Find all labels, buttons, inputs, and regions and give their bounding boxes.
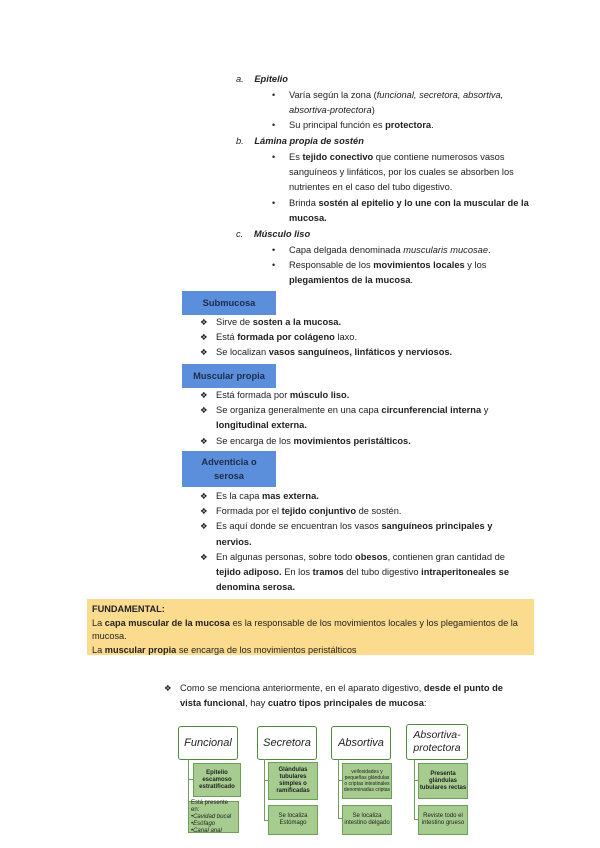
section-header-muscular-propia: Muscular propia — [182, 364, 276, 388]
outline-c-list — [271, 243, 529, 289]
list-item: • Su principal función es protectora. — [271, 118, 529, 133]
list-item: • Brinda sostén al epitelio y lo une con la muscular de la mucosa. — [271, 196, 529, 226]
outline-b-list — [271, 150, 529, 226]
section-header-adventicia — [182, 451, 276, 487]
list-item: • Responsable de los movimientos locales y los plegamientos de la mucosa. — [271, 258, 529, 288]
submucosa-list — [200, 315, 530, 361]
list-item: ❖ Se encarga de los movimientos peristálticos. — [200, 434, 530, 449]
list-item: ❖ Como se menciona anteriormente, en el aparato digestivo, desde el punto de vista funcional, hay cuatro tipos principales de mucosa: — [164, 681, 524, 711]
list-item: ❖ Sirve de sosten a la mucosa. — [200, 315, 530, 330]
list-item: ❖ Está formada por músculo liso. — [200, 388, 530, 403]
adventicia-list — [200, 489, 530, 595]
diagram-box: Reviste todo el intestino grueso — [418, 805, 468, 835]
outline-letter: a. — [236, 74, 244, 84]
list-item: • Es tejido conectivo que contiene numerosos vasos sanguíneos y linfáticos, por los cuales se absorben los nutrientes en el caso del tubo digestivo. — [271, 150, 529, 196]
diagram-box: Epitelio escamoso estratificado — [193, 763, 241, 797]
connector-line — [338, 759, 339, 819]
section-header-label: Adventicia o serosa — [201, 457, 257, 481]
diagram-box: vellosidades y pequeñas glándulas o criptas intestinales denominadas criptas — [342, 763, 392, 799]
diagram-box: Presenta glándulas tubulares rectas — [418, 763, 468, 799]
diagram-box: Se localiza intestino delgado — [342, 805, 392, 835]
diagram-column-title: Secretora — [257, 726, 317, 760]
fundamental-line-1: La capa muscular de la mucosa es la responsable de los movimientos locales y los plegamientos de la mucosa. — [92, 617, 518, 642]
diagram-box: Está presente en: •Cavidad bucal •Esófago •Canal anal — [188, 801, 239, 833]
section-header-submucosa: Submucosa — [182, 291, 276, 315]
list-item: ❖ Formada por el tejido conjuntivo de sostén. — [200, 504, 530, 519]
connector-line — [414, 759, 415, 820]
outline-title: Epitelio — [254, 74, 288, 84]
list-item: ❖ Es aquí donde se encuentran los vasos sanguíneos principales y nervios. — [200, 519, 530, 549]
list-item: ❖ Se organiza generalmente en una capa circunferencial interna y longitudinal externa. — [200, 403, 530, 433]
list-item: • Capa delgada denominada muscularis mucosae. — [271, 243, 529, 258]
connector-line — [264, 759, 265, 821]
fundamental-line-2: La muscular propia se encarga de los movimientos peristálticos — [92, 644, 357, 655]
outline-title: Lámina propia de sostén — [254, 136, 364, 146]
list-item: ❖ Es la capa mas externa. — [200, 489, 530, 504]
list-item: • Varía según la zona (funcional, secretora, absortiva, absortiva-protectora) — [271, 88, 529, 118]
intro-list — [164, 681, 524, 711]
outline-letter: c. — [236, 229, 244, 239]
diagram-box: Glándulas tubulares simples o ramificadas — [268, 762, 318, 800]
outline-c-heading — [236, 227, 310, 242]
diagram-column-title: Absortiva-protectora — [406, 724, 468, 760]
fundamental-title: FUNDAMENTAL: — [92, 604, 165, 614]
list-item: ❖ Está formada por colágeno laxo. — [200, 330, 530, 345]
outline-letter: b. — [236, 136, 244, 146]
list-item: ❖ En algunas personas, sobre todo obesos, contienen gran cantidad de tejido adiposo. En los tramos del tubo digestivo intraperitoneales se denomina serosa. — [200, 550, 530, 596]
diagram-column-title: Funcional — [178, 726, 238, 760]
list-item: ❖ Se localizan vasos sanguíneos, linfáticos y nerviosos. — [200, 345, 530, 360]
diagram-column-title: Absortiva — [331, 726, 391, 760]
muscular-list — [200, 388, 530, 449]
outline-b-heading — [236, 134, 364, 149]
outline-title: Músculo liso — [253, 229, 311, 239]
outline-a-heading — [236, 72, 288, 87]
diagram-box: Se localiza Estómago — [268, 805, 318, 835]
outline-a-list — [271, 88, 529, 134]
fundamental-callout — [87, 599, 534, 655]
